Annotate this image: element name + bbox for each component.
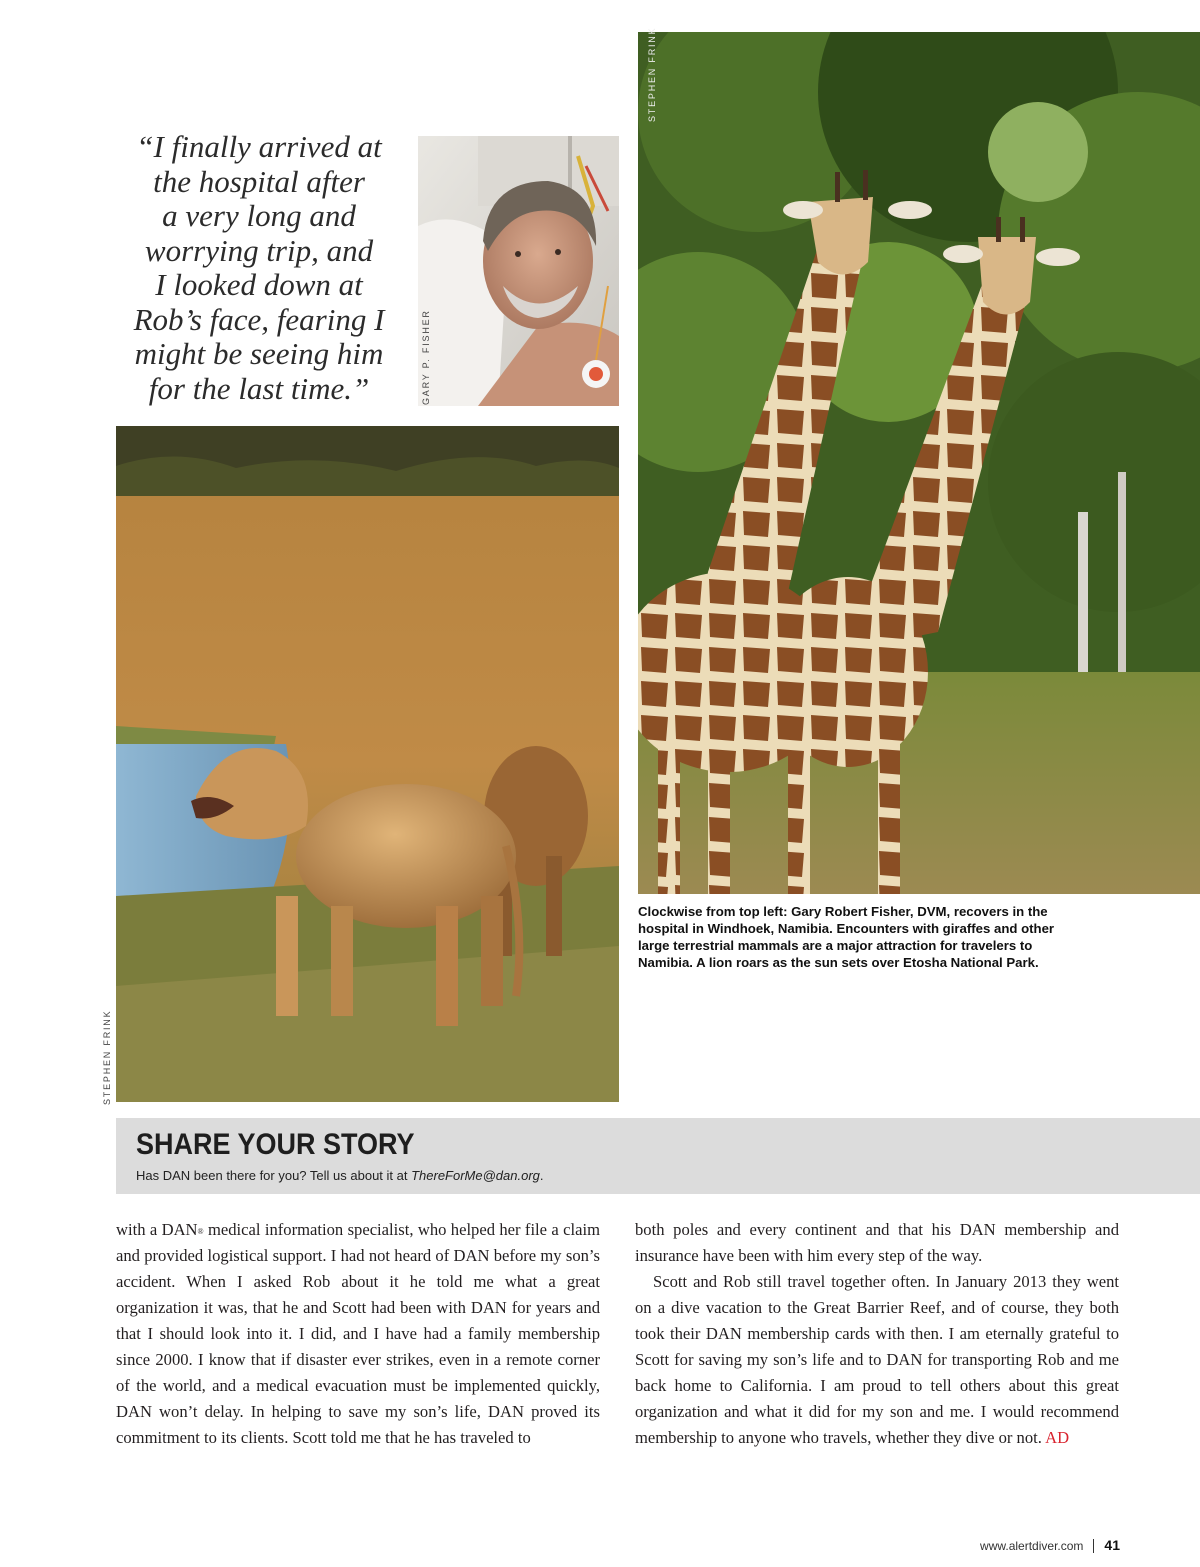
hospital-photo-credit: GARY P. FISHER bbox=[421, 309, 431, 405]
giraffe-photo-credit: STEPHEN FRINK bbox=[647, 26, 657, 122]
share-text-prefix: Has DAN been there for you? Tell us about it at bbox=[136, 1168, 412, 1183]
lion-photo-credit: STEPHEN FRINK bbox=[102, 1009, 112, 1105]
registered-mark: ® bbox=[197, 1227, 204, 1236]
pull-quote-line: the hospital after bbox=[153, 163, 365, 199]
body-paragraph: both poles and every continent and that his DAN membership and insurance have been with him every step of the way. bbox=[635, 1220, 1119, 1265]
body-paragraph bbox=[635, 1269, 1119, 1451]
share-title: SHARE YOUR STORY bbox=[136, 1128, 415, 1161]
body-column-left bbox=[116, 1217, 600, 1451]
body-text: Scott and Rob still travel together often. In January 2013 they went on a dive vacation to the Great Barrier Reef, and of course, they both took their DAN membership cards with then. I am eternally grateful to Scott for saving my son’s life and to DAN for transporting Rob and me back home to California. I am proud to tell others about this great organization and what it did for my son and me. I would recommend membership to anyone who travels, whether they dive or not. bbox=[635, 1272, 1119, 1447]
pull-quote-line: worrying trip, and bbox=[144, 232, 374, 268]
share-text-suffix: . bbox=[539, 1168, 544, 1183]
page-number: 41 bbox=[1104, 1537, 1120, 1553]
website-link[interactable]: www.alertdiver.com bbox=[980, 1539, 1084, 1553]
pull-quote-line: “I finally arrived at bbox=[136, 129, 382, 164]
share-email-link[interactable]: ThereForMe@dan.org bbox=[411, 1168, 540, 1183]
share-text bbox=[136, 1168, 544, 1183]
pull-quote bbox=[120, 130, 398, 406]
giraffe-photo bbox=[638, 32, 1200, 894]
share-your-story-box bbox=[116, 1118, 1200, 1194]
page-footer bbox=[980, 1537, 1120, 1553]
body-paragraph bbox=[116, 1217, 600, 1451]
pull-quote-line: a very long and bbox=[162, 198, 356, 233]
end-mark: AD bbox=[1045, 1428, 1070, 1447]
pull-quote-line: for the last time.” bbox=[148, 370, 370, 406]
photo-caption: Clockwise from top left: Gary Robert Fisher, DVM, recovers in the hospital in Windhoek, Namibia. Encounters with giraffes and other large terrestrial mammals are a major attraction for travelers to Namibia. A lion roars as the sun sets over Etosha National Park. bbox=[638, 904, 1055, 970]
body-text: with a DAN bbox=[116, 1220, 198, 1239]
pull-quote-line: Rob’s face, fearing I bbox=[133, 301, 385, 337]
footer-divider bbox=[1093, 1539, 1094, 1553]
body-column-right bbox=[635, 1217, 1119, 1451]
body-text: medical information specialist, who helped her file a claim and provided logistical support. I had not heard of DAN before my son’s accident. When I asked Rob about it he told me what a great organization it was, that he and Scott had been with DAN for years and that I should look into it. I did, and I have had a family membership since 2000. I know that if disaster ever strikes, even in a remote corner of the world, and a medical evacuation must be implemented quickly, DAN won’t delay. In helping to save my son’s life, DAN proved its commitment to its clients. Scott told me that he has traveled to bbox=[116, 1220, 600, 1447]
pull-quote-line: I looked down at bbox=[155, 267, 363, 302]
hospital-photo bbox=[418, 136, 619, 406]
lion-photo bbox=[116, 426, 619, 1102]
pull-quote-line: might be seeing him bbox=[134, 336, 384, 371]
